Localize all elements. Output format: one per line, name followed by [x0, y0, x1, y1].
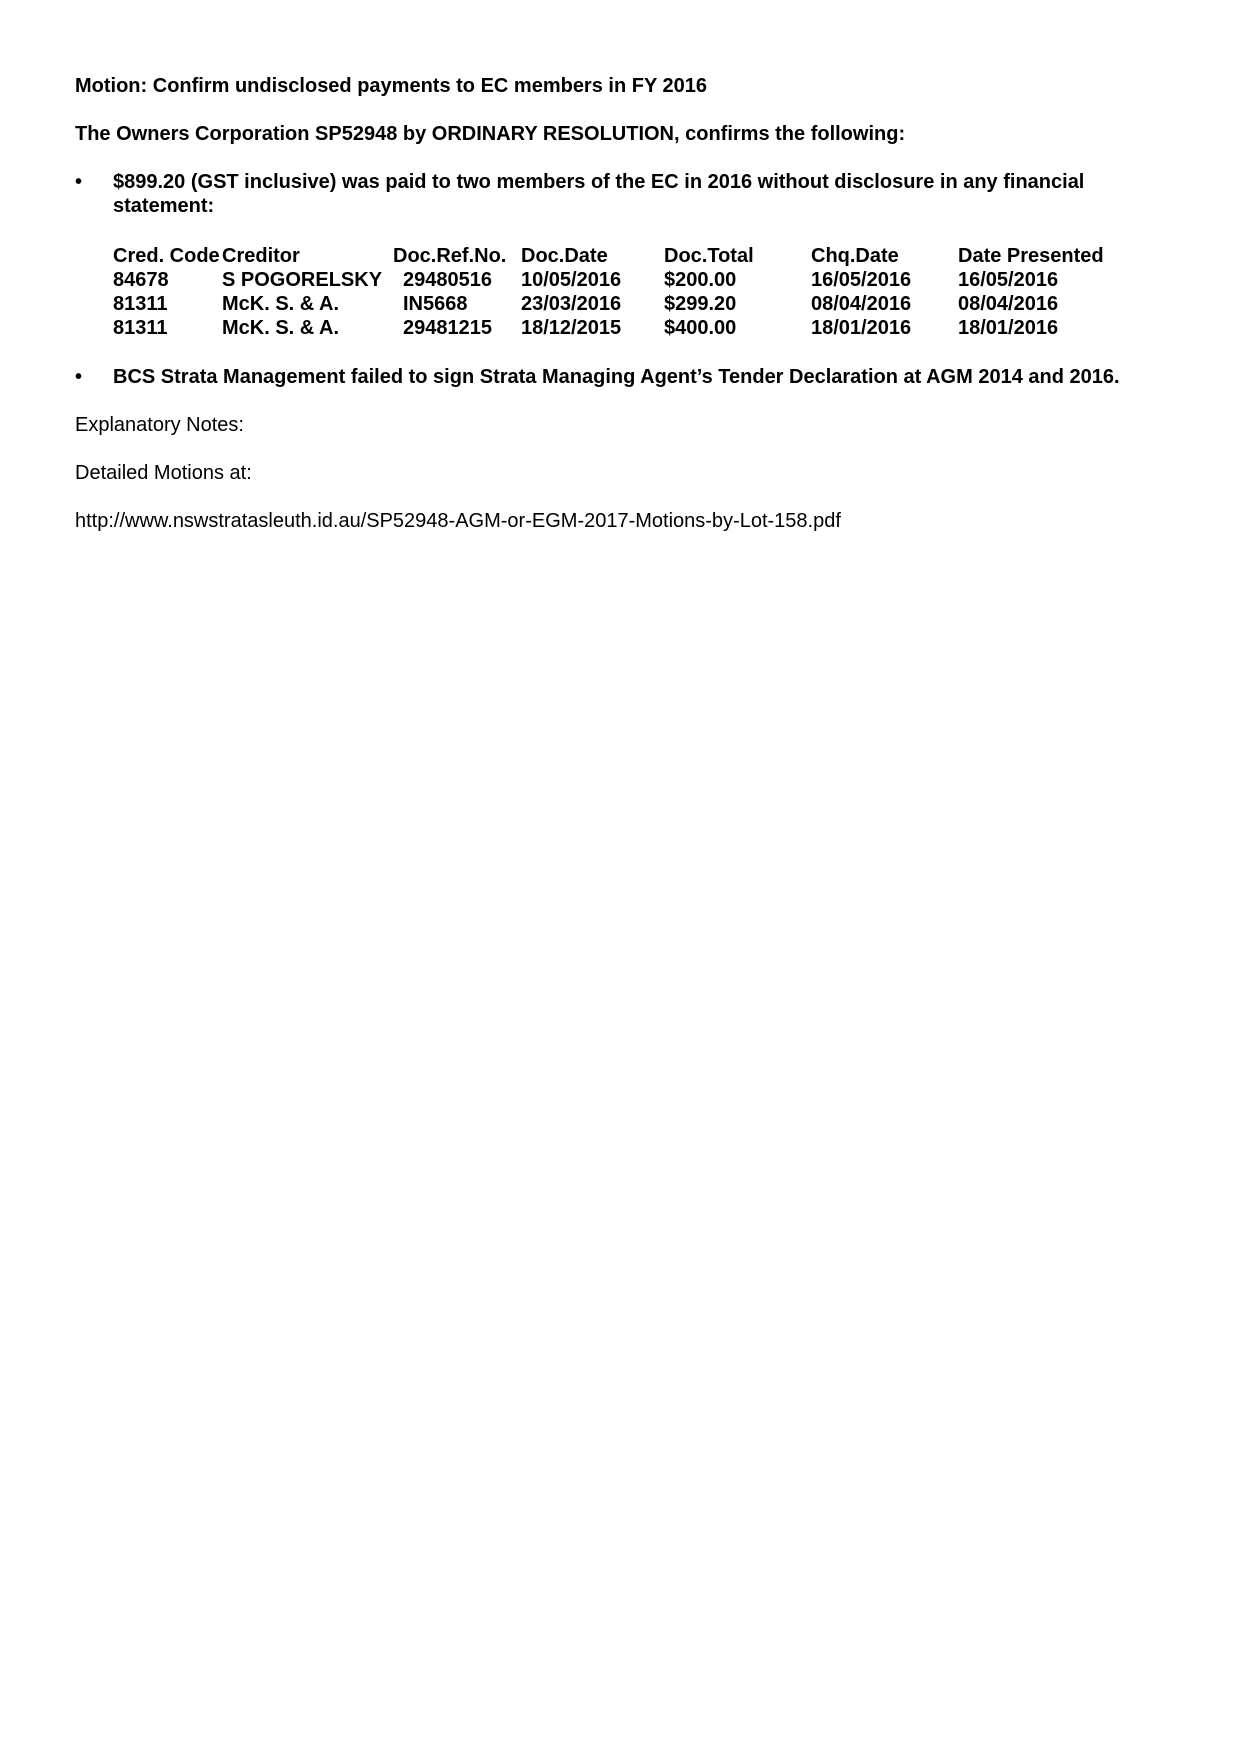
cell-doc-ref: IN5668 [403, 293, 468, 315]
cell-date-presented: 08/04/2016 [958, 293, 1059, 315]
header-creditor: Creditor [222, 245, 300, 267]
header-doc-total: Doc.Total [664, 245, 754, 267]
cell-creditor: McK. S. & A. [222, 293, 340, 315]
cell-cred-code: 84678 [113, 269, 169, 291]
cell-doc-total: $299.20 [664, 293, 737, 315]
bullet-2-marker: • [75, 366, 83, 388]
bullet-2-text: BCS Strata Management failed to sign Strata Managing Agent’s Tender Declaration at AGM 2014 and 2016. [113, 366, 1120, 388]
cell-doc-ref: 29480516 [403, 269, 492, 291]
header-doc-date: Doc.Date [521, 245, 608, 267]
header-doc-ref: Doc.Ref.No. [393, 245, 507, 267]
cell-chq-date: 16/05/2016 [811, 269, 912, 291]
motion-title: Motion: Confirm undisclosed payments to EC members in FY 2016 [75, 75, 707, 97]
cell-doc-date: 23/03/2016 [521, 293, 622, 315]
cell-doc-date: 10/05/2016 [521, 269, 622, 291]
cell-doc-date: 18/12/2015 [521, 317, 622, 339]
detailed-motions-url[interactable]: http://www.nswstratasleuth.id.au/SP52948-AGM-or-EGM-2017-Motions-by-Lot-158.pdf [75, 510, 841, 532]
cell-creditor: McK. S. & A. [222, 317, 340, 339]
cell-doc-total: $200.00 [664, 269, 737, 291]
cell-cred-code: 81311 [113, 317, 168, 339]
header-chq-date: Chq.Date [811, 245, 899, 267]
bullet-1-text: $899.20 (GST inclusive) was paid to two members of the EC in 2016 without disclosure in any financial statement: [113, 171, 1085, 217]
cell-doc-ref: 29481215 [403, 317, 492, 339]
cell-date-presented: 18/01/2016 [958, 317, 1059, 339]
header-date-presented: Date Presented [958, 245, 1104, 267]
cell-chq-date: 18/01/2016 [811, 317, 912, 339]
cell-creditor: S POGORELSKY [222, 269, 383, 291]
cell-chq-date: 08/04/2016 [811, 293, 912, 315]
cell-doc-total: $400.00 [664, 317, 737, 339]
detailed-motions-label: Detailed Motions at: [75, 462, 252, 484]
resolution-line: The Owners Corporation SP52948 by ORDINARY RESOLUTION, confirms the following: [75, 123, 906, 145]
bullet-1-marker: • [75, 171, 83, 193]
explanatory-notes-label: Explanatory Notes: [75, 414, 244, 436]
header-cred-code: Cred. Code [113, 245, 220, 267]
cell-cred-code: 81311 [113, 293, 168, 315]
cell-date-presented: 16/05/2016 [958, 269, 1059, 291]
